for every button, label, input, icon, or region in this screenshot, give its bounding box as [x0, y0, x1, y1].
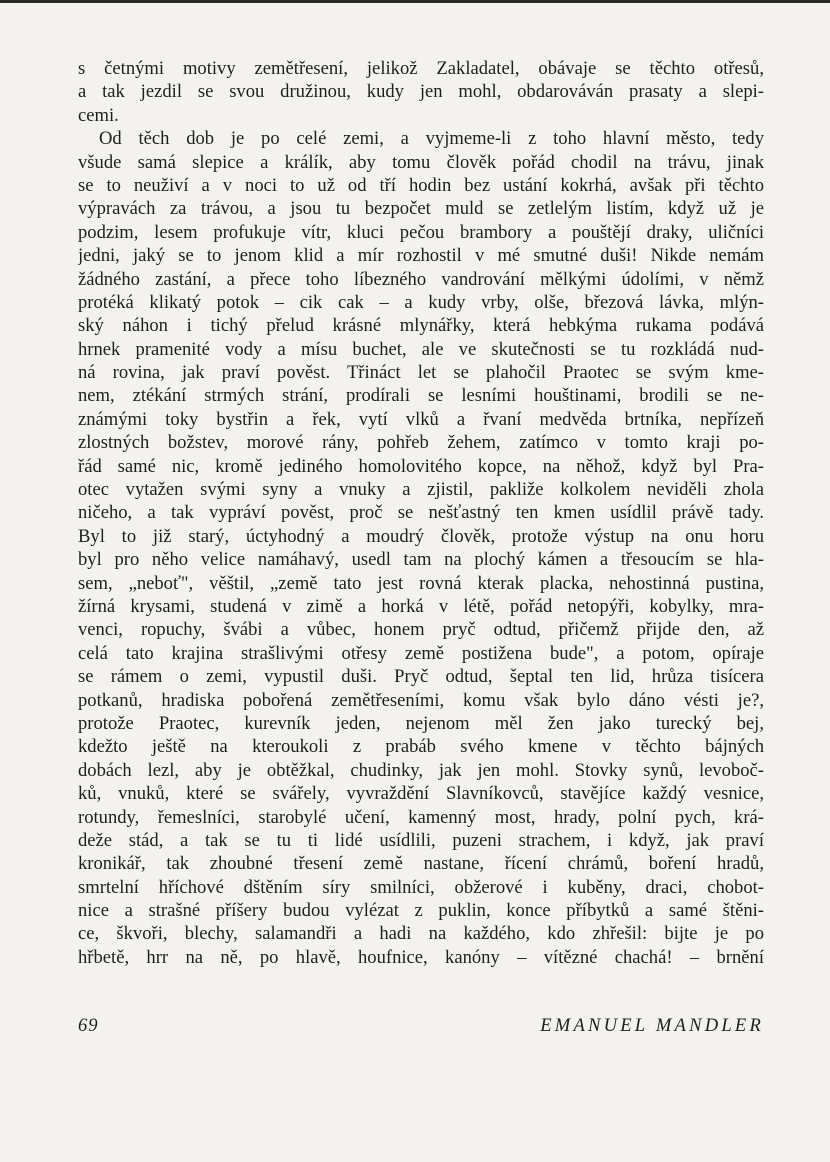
- text-line: ná rovina, jak praví pověst. Třináct let se plahočil Praotec se svým kme-: [78, 362, 764, 384]
- text-line: všude samá slepice a králík, aby tomu člověk pořád chodil na trávu, jinak: [78, 151, 764, 173]
- text-line: ničeho, a tak vypráví pověst, proč se nešťastný ten kmen usídlil právě tady.: [78, 502, 764, 524]
- text-line: Byl to již starý, úctyhodný a moudrý člověk, protože výstup na onu horu: [78, 525, 764, 547]
- text-line: podzim, lesem profukuje vítr, kluci pečou brambory a pouštějí draky, uličníci: [78, 221, 764, 243]
- text-line: venci, ropuchy, švábi a vůbec, honem pryč odtud, přičemž přijde den, až: [78, 619, 764, 641]
- text-line: otec vytažen svými syny a vnuky a zjistil, pakliže kolkolem neviděli zhola: [78, 479, 764, 501]
- text-line: výpravách za trávou, a jsou tu bezpočet muld se zetlelým listím, když už je: [78, 198, 764, 220]
- text-line: protože Praotec, kurevník jeden, nejenom měl žen jako turecký bej,: [78, 712, 764, 734]
- text-line: se to neuživí a v noci to už od tří hodin bez ustání kokrhá, avšak při těchto: [78, 174, 764, 196]
- paragraph-start-line: Od těch dob je po celé zemi, a vyjmeme-li z toho hlavní město, tedy: [99, 128, 764, 150]
- text-line: hřbetě, hrr na ně, po hlavě, houfnice, kanóny – vítězné chachá! – brnění: [78, 946, 764, 968]
- text-line: kronikář, tak zhoubné třesení země nastane, řícení chrámů, boření hradů,: [78, 853, 764, 875]
- text-line: s četnými motivy zemětřesení, jelikož Zakladatel, obávaje se těchto otřesů,: [78, 58, 764, 79]
- text-line: byl pro něho velice namáhavý, usedl tam na plochý kámen a třesoucím se hla-: [78, 549, 764, 571]
- text-line: protéká klikatý potok – cik cak – a kudy vrby, olše, březová lávka, mlýn-: [78, 291, 764, 313]
- page-top-edge: [0, 0, 830, 3]
- text-line: ce, škvoři, blechy, salamandři a hadi na každého, kdo zhřešil: bijte je po: [78, 923, 764, 945]
- text-line: sem, „neboť", věštil, „země tato jest rovná kterak placka, nehostinná pustina,: [78, 572, 764, 594]
- text-line: se rámem o zemi, vypustil duši. Pryč odtud, šeptal ten lid, hrůza tisícera: [78, 666, 764, 688]
- text-line: rotundy, řemeslníci, starobylé učení, kamenný most, hrady, polní pych, krá-: [78, 806, 764, 828]
- text-line: a tak jezdil se svou družinou, kudy jen mohl, obdarováván prasaty a slepi-: [78, 81, 764, 103]
- text-line: zlostných božstev, morové rány, pohřeb žehem, zatímco v tomto kraji po-: [78, 432, 764, 454]
- text-line: deže stád, a tak se tu ti lidé usídlili, puzeni strachem, i když, jak praví: [78, 829, 764, 851]
- text-line: celá tato krajina strašlivými otřesy země postižena bude", a potom, opíraje: [78, 642, 764, 664]
- text-line: nice a strašné příšery budou vylézat z puklin, konce příbytků a samé štěni-: [78, 900, 764, 922]
- text-line: hrnek pramenité vody a mísu buchet, ale ve skutečnosti se tu rozkládá nud-: [78, 338, 764, 360]
- book-page-text: [78, 57, 764, 969]
- text-line: ský náhon i tichý přelud krásné mlynářky, která hebkýma rukama podává: [78, 315, 764, 337]
- text-line: cemi.: [78, 104, 119, 126]
- text-line: žádného zastání, a přece toho líbezného vandrování mělkými údolími, v němž: [78, 268, 764, 290]
- text-line: kdežto ještě na kteroukoli z prabáb svého kmene v těchto bájných: [78, 736, 764, 758]
- page-number: 69: [78, 1015, 99, 1036]
- text-line: smrtelní hříchové dštěním síry smilníci, obžerové i kuběny, draci, chobot-: [78, 876, 764, 898]
- text-line: nem, ztékání strmých strání, prodírali se lesními houštinami, brodili se ne-: [78, 385, 764, 407]
- text-line: známými toky bystřin a řek, vytí vlků a řvaní medvěda brtníka, nepřízeň: [78, 408, 764, 430]
- text-line: ků, vnuků, které se svářely, vyvraždění Slavníkovců, stavějíce každý vesnice,: [78, 783, 764, 805]
- text-line: jedni, jaký se to jenom klid a mír rozhostil v mé smutné duši! Nikde nemám: [78, 245, 764, 267]
- text-line: dobách lezl, aby je obtěžkal, chudinky, jak jen mohl. Stovky synů, levoboč-: [78, 759, 764, 781]
- text-line: žírná krysami, studená v zimě a horká v létě, pořád netopýři, kobylky, mra-: [78, 595, 764, 617]
- text-line: řád samé nic, kromě jediného homolovitého kopce, na něhož, když byl Pra-: [78, 455, 764, 477]
- running-footer-author: EMANUEL MANDLER: [540, 1015, 764, 1036]
- text-line: potkanů, hradiska pobořená zemětřeseními, komu však bylo dáno vésti je?,: [78, 689, 764, 711]
- page-footer: [78, 1015, 764, 1039]
